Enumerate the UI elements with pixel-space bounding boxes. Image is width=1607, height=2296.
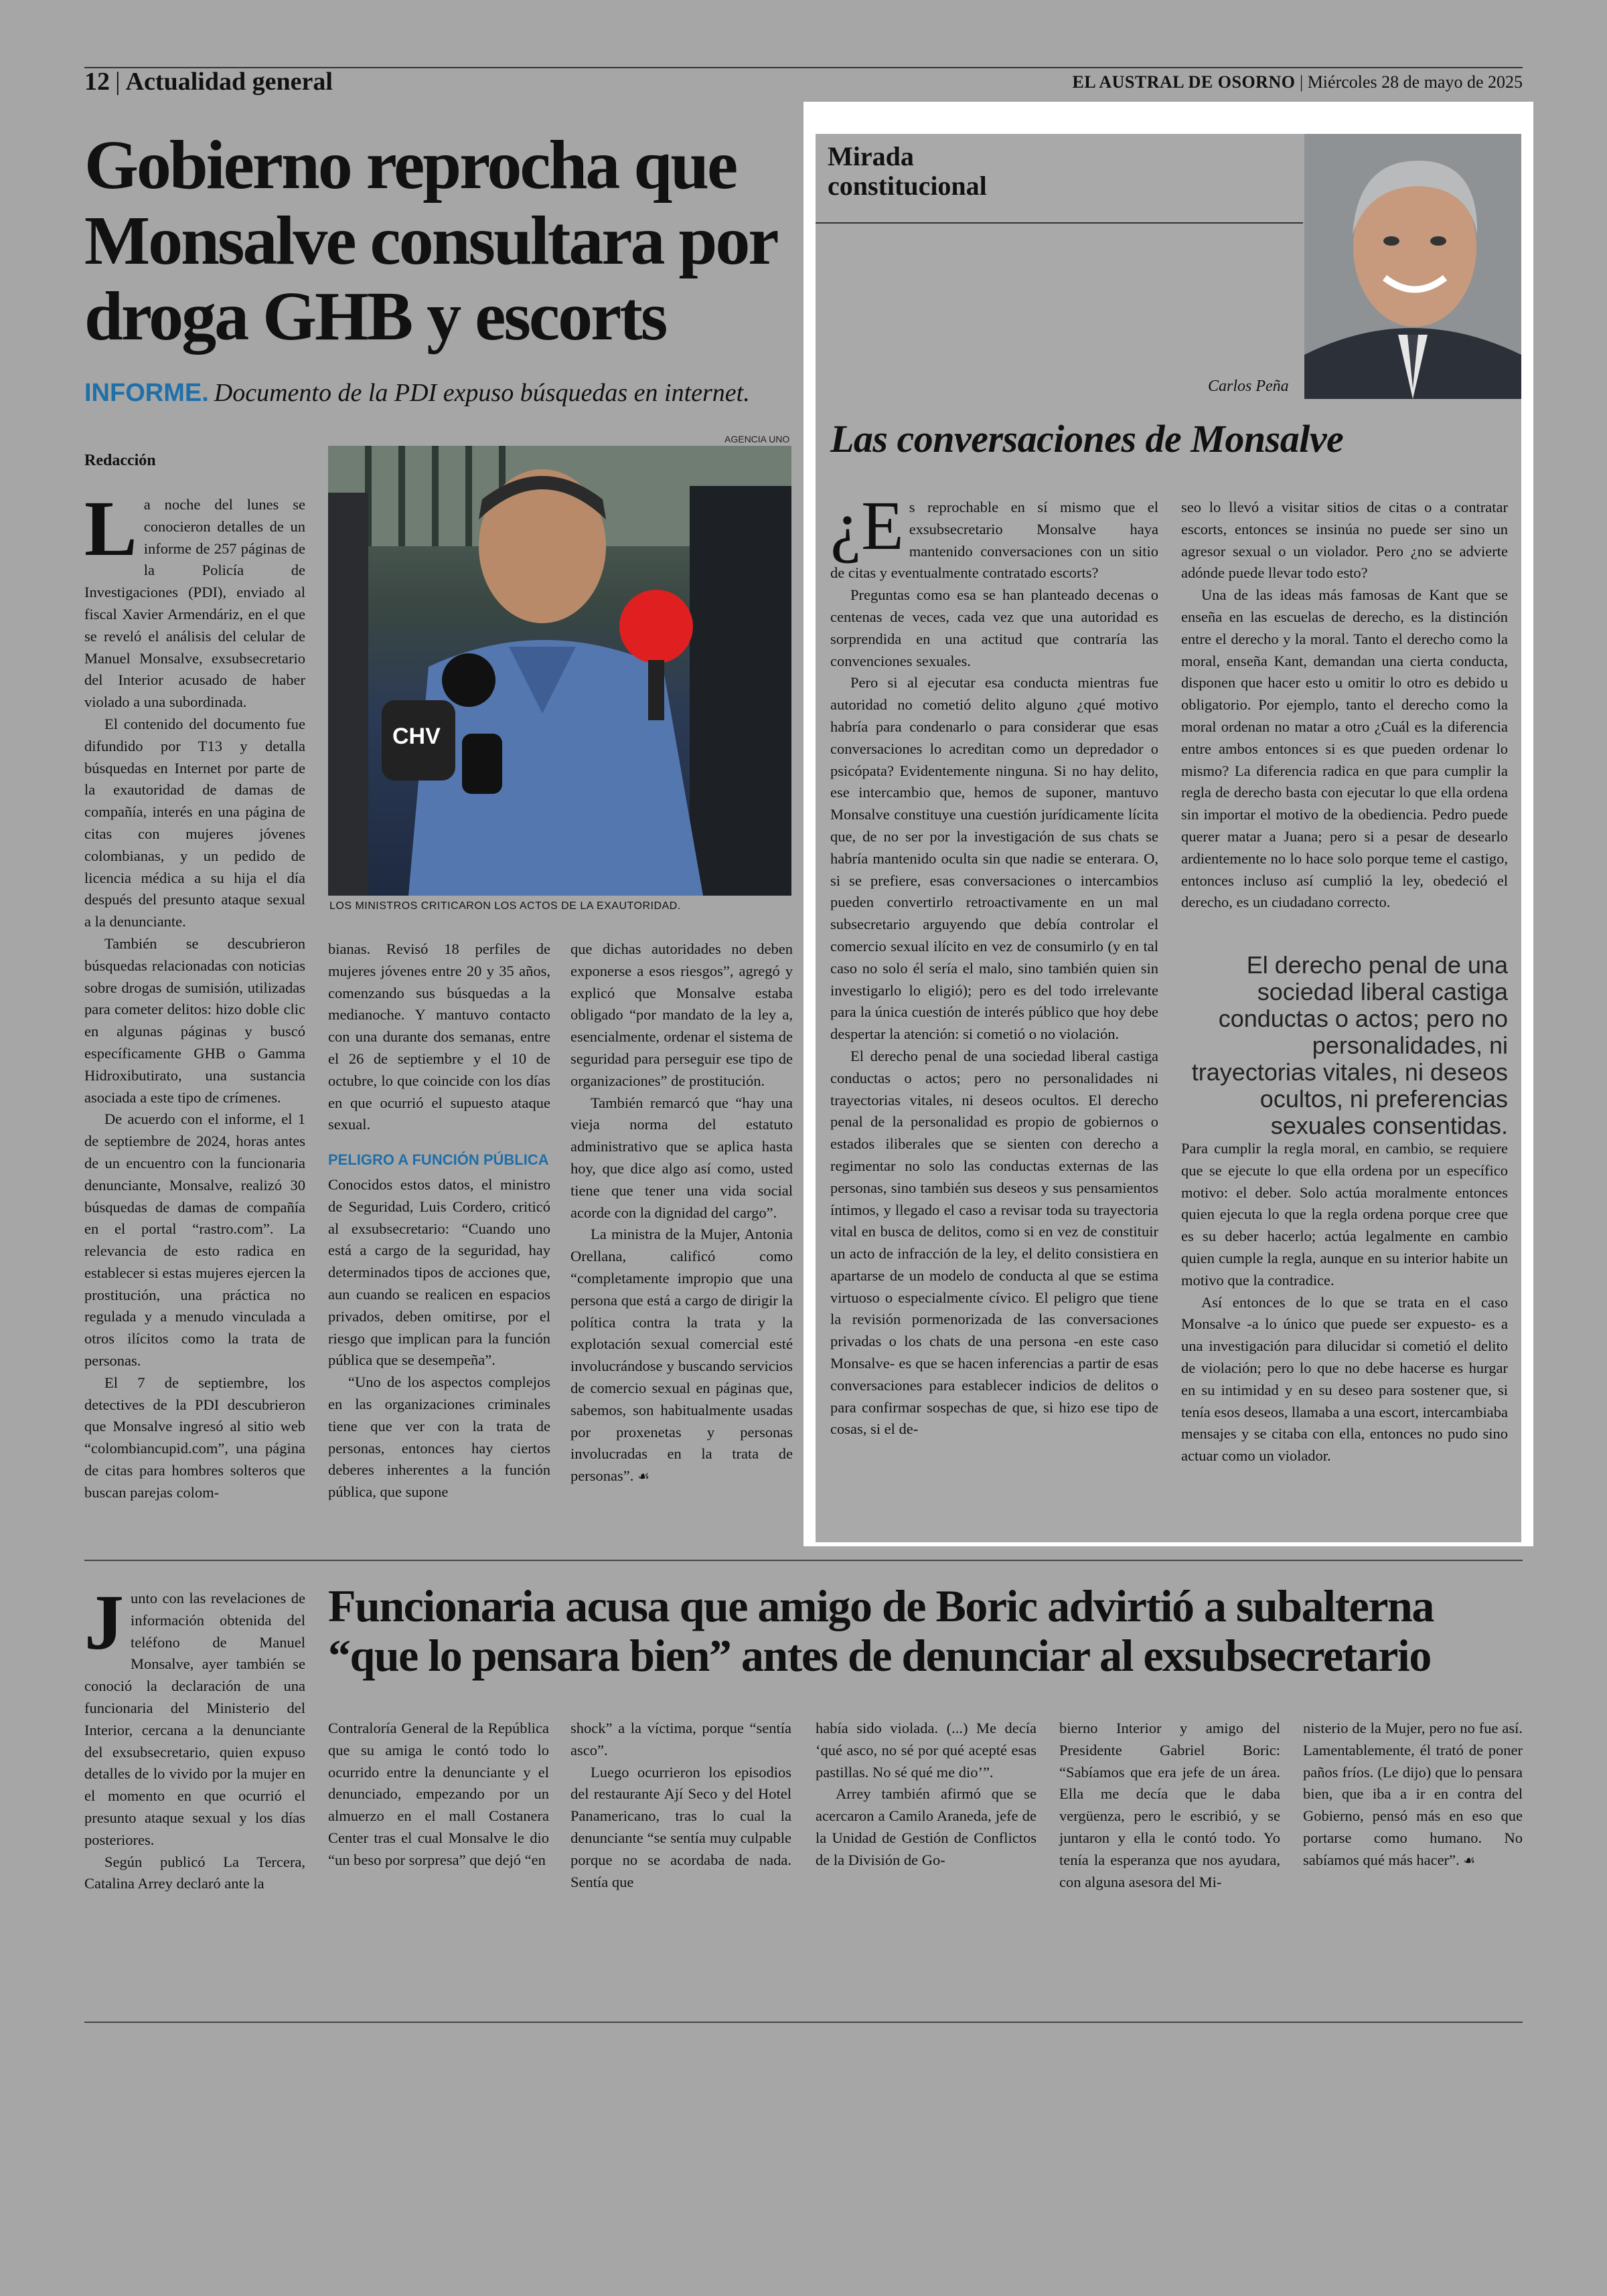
main-headline: Gobierno reprocha que Monsalve consultara por droga GHB y escorts <box>84 127 776 355</box>
subheading: PELIGRO A FUNCIÓN PÚBLICA <box>328 1151 549 1169</box>
paragraph-text: a noche del lunes se conocieron detalles de un informe de 257 páginas de la Policía de Investigaciones (PDI), enviado al fiscal Xavier Armendáriz, en el que se reveló el análisis del celular de Manuel Monsalve, exsubsecretario del Interior acusado de haber violado a una subordinada. <box>84 496 305 711</box>
photo-credit: AGENCIA UNO <box>724 434 790 444</box>
column-section-text: Mirada constitucional <box>828 141 987 201</box>
news-photo <box>328 446 791 896</box>
main-story-column-1 <box>84 485 305 1504</box>
column-section-label <box>828 142 1028 201</box>
paragraph: El derecho penal de una sociedad liberal castiga conductas o actos; pero no personalidades ni trayectorias vitales, ni deseos ocultos. El derecho penal de la personalidad es propio de gobiernos o estados iliberales que se sienten con derecho a regimentar no solo las conductas externas de las personas, sino también sus deseos y sus pensamientos íntimos, y llegado el caso a revisar toda su trayectoria vital en busca de delitos, como si en vez de constituir un acto de infracción de la ley, el delito consistiera en apartarse de un modelo de conducta al que se estima virtuoso o especialmente cívico. El peligro que tiene la revisión pormenorizada de las conversaciones privadas o los chats de una persona -en este caso Monsalve- es que se hacen inferencias a partir de esas conversaciones para establecer indicios de delitos o para confirmar sospechas de que, si hizo ese tipo de cosas, si el de- <box>830 1047 1158 1438</box>
paragraph: shock” a la víctima, porque “sentía asco”. <box>570 1720 791 1758</box>
main-story-column-3 <box>570 938 793 1487</box>
paragraph: De acuerdo con el informe, el 1 de septiembre de 2024, horas antes de un encuentro con la funcionaria denunciante, Monsalve, realizó 30 búsquedas de damas de compañía en el portal “rastro.com”. La relevancia de esto radica en establecer si estas mujeres ejercen la prostitución, una práctica no regulada y a menudo vinculada a otros ilícitos como la trata de personas. <box>84 1111 305 1370</box>
paragraph <box>570 1224 793 1487</box>
drop-cap: J <box>84 1578 124 1666</box>
paragraph: que dichas autoridades no deben exponerse a esos riesgos”, agregó y explicó que Monsalve estaba obligado “por mandato de la ley a, esencialmente, ordenar el sistema de seguridad para perseguir ese tipo de organizaciones” de prostitución. <box>570 940 793 1089</box>
bottom-story-column-1 <box>84 1578 305 1895</box>
page-number: 12 <box>84 68 110 96</box>
drop-cap: L <box>84 485 137 572</box>
bottom-story-column-4 <box>816 1718 1037 1872</box>
paragraph: Pero si al ejecutar esa conducta mientras fue autoridad no cometió delito alguno ¿qué motivo habría para condenarlo o para considerar que esas conversaciones lo acreditan como un depredador o psicópata? Evidentemente ninguna. Si no hay delito, ese intercambio que, hemos de suponer, mantuvo Monsalve constituye una cuestión jurídicamente lícita que, de no ser por la investigación de sus chats se habría mantenido oculta sin que nadie se enterara. O, si se prefiere, esas conversaciones o intercambios pueden convertirlo retroactivamente en un mal subsecretario arguyendo que debía controlar el comercio sexual ilícito en vez de consumirlo (y en tal caso no solo él sería el malo, sino también quien sin investigarlo lo eligió); pero es del todo irrelevante para la única cuestión de interés público que hoy debe despertar la atención: si cometió o no violación. <box>830 674 1158 1043</box>
paragraph <box>830 487 1158 584</box>
column-author: Carlos Peña <box>1208 378 1289 395</box>
paragraph: Arrey también afirmó que se acercaron a Camilo Araneda, jefe de la Unidad de Gestión de Conflictos de la División de Go- <box>816 1785 1037 1868</box>
issue-date: Miércoles 28 de mayo de 2025 <box>1307 72 1523 92</box>
end-mark-icon: ☙ <box>637 1468 649 1485</box>
byline: Redacción <box>84 452 156 469</box>
bottom-story-column-2 <box>328 1718 549 1872</box>
pull-quote: El derecho penal de una sociedad liberal castiga conductas o actos; pero no personalidades, ni trayectorias vitales, ni deseos ocultos, ni preferencias sexuales consentidas. <box>1191 951 1508 1139</box>
paragraph-text: unto con las revelaciones de información obtenida del teléfono de Manuel Monsalve, ayer también se conoció la declaración de una funcionaria del Ministerio del Interior, cercana a la denunciante del exsubsecretario, quien expuso detalles de lo vivido por la mujer en el momento en que ocurrió el presunto ataque sexual y los días posteriores. <box>84 1590 305 1848</box>
bottom-rule <box>84 2022 1523 2023</box>
column-left-text <box>830 487 1158 1441</box>
kicker-text: Documento de la PDI expuso búsquedas en internet. <box>214 379 750 407</box>
paragraph: Contraloría General de la República que su amiga le contó todo lo ocurrido entre la denunciante y el denunciado, empezando por un almuerzo en el mall Costanera Center tras el cual Monsalve le dio “un beso por sorpresa” que dejó “en <box>328 1720 549 1868</box>
portrait-illustration <box>1304 134 1521 399</box>
column-right-text-top <box>1181 497 1508 914</box>
paragraph: “Uno de los aspectos complejos en las organizaciones criminales tiene que ver con la trata de personas, entonces hay ciertos deberes inherentes a la función pública, que supone <box>328 1374 550 1501</box>
paragraph: El contenido del documento fue difundido por T13 y detalla búsquedas en Internet por parte de la exautoridad de damas de compañía, interés en una página de citas con mujeres jóvenes colombianas, y un pedido de licencia médica a su hija el día después del presunto ataque sexual a la denunciante. <box>84 715 305 930</box>
section-name: Actualidad general <box>125 68 333 96</box>
secondary-headline: Funcionaria acusa que amigo de Boric advirtió a subalterna “que lo pensara bien” antes de denunciar al exsubsecretario <box>328 1580 1434 1681</box>
paragraph: bianas. Revisó 18 perfiles de mujeres jóvenes entre 20 y 35 años, comenzando sus búsquedas a la medianoche. Y mantuvo contacto con una durante dos semanas, entre el 26 de septiembre y el 10 de octubre, lo que coincide con los días en que ocurrió el supuesto ataque sexual. <box>328 940 550 1133</box>
paragraph: había sido violada. (...) Me decía ‘qué asco, no sé por qué acepté esas pastillas. No sé qué me dio’”. <box>816 1720 1037 1781</box>
column-title: Las conversaciones de Monsalve <box>830 417 1344 461</box>
svg-text:CHV: CHV <box>392 724 441 749</box>
paragraph: Según publicó La Tercera, Catalina Arrey declaró ante la <box>84 1853 305 1892</box>
paragraph: Preguntas como esa se han planteado decenas o centenas de veces, cada vez que una autoridad es sorprendida en una actitud que contraría las convenciones sexuales. <box>830 586 1158 669</box>
photo-caption: LOS MINISTROS CRITICARON LOS ACTOS DE LA EXAUTORIDAD. <box>329 900 681 912</box>
section-rule <box>84 1560 1523 1561</box>
paragraph: También remarcó que “hay una vieja norma del estatuto administrativo que se aplica hasta hoy, que dice algo así como, usted tiene que tener una vida social acorde con la dignidad del cargo”. <box>570 1094 793 1221</box>
page-section-header: 12 | Actualidad general <box>84 68 333 96</box>
author-portrait <box>1304 134 1521 399</box>
paragraph: También se descubrieron búsquedas relacionadas con noticias sobre drogas de sumisión, utilizadas para cometer delitos: hizo doble clic en algunas páginas y buscó específicamente GHB o Gamma Hidroxibutirato, una sustancia asociada a este tipo de crímenes. <box>84 934 305 1106</box>
bottom-story-column-5 <box>1059 1718 1280 1893</box>
photo-illustration <box>328 446 791 896</box>
main-story-column-2 <box>328 938 550 1503</box>
paragraph: Luego ocurrieron los episodios del restaurante Ají Seco y del Hotel Panamericano, tras lo cual la denunciante “se sentía muy culpable porque no se acordaba de nada. Sentía que <box>570 1763 791 1890</box>
paragraph-text: La ministra de la Mujer, Antonia Orellana, calificó como “completamente impropio que una persona que está a cargo de dirigir la política contra la trata y la explotación sexual comercial esté involucrándose y buscando servicios de comercio sexual en páginas que, sabemos, son habitualmente usadas por proxenetas y personas involucradas en la trata de personas”. <box>570 1226 793 1485</box>
kicker-tag: INFORME. <box>84 379 209 407</box>
column-right-text-bottom <box>1181 1138 1508 1467</box>
bottom-story-column-3 <box>570 1718 791 1893</box>
paper-name: EL AUSTRAL DE OSORNO <box>1072 72 1296 92</box>
column-label-rule <box>816 222 1303 224</box>
paragraph-text: s reprochable en sí mismo que el exsubsecretario Monsalve haya mantenido conversaciones con un sitio de citas y eventualmente contratado escorts? <box>830 499 1158 582</box>
paragraph: Para cumplir la regla moral, en cambio, se requiere que se ejecute lo que ella ordena por un específico motivo: el deber. Solo actúa moralmente entonces quien ejecuta lo que la regla ordena porque cree que es su deber hacerlo; actúa legalmente en cambio quien cumple la regla, aunque en su interior habite un motivo que la contradice. <box>1181 1140 1508 1289</box>
paper-dateline: EL AUSTRAL DE OSORNO | Miércoles 28 de mayo de 2025 <box>1072 72 1523 92</box>
paragraph: El 7 de septiembre, los detectives de la PDI descubrieron que Monsalve ingresó al sitio web “colombiancupid.com”, una página de citas para hombres solteros que buscan parejas colom- <box>84 1374 305 1501</box>
paragraph: Una de las ideas más famosas de Kant que se enseña en las escuelas de derecho, es la distinción entre el derecho y la moral. Tanto el derecho como la moral, enseña Kant, demandan una cierta conducta, disponen que hacer esto u omitir lo otro es debido u obligatorio. Por ejemplo, tanto el derecho como la moral ordenan no matar a otro ¿Cuál es la diferencia entre ambos entonces si es que pueden ordenar lo mismo? La diferencia radica en que para cumplir la regla de derecho basta con ejecutar lo que ella ordena sin importar el motivo de la obediencia. Pedro puede querer matar a Juana; pero si a pesar de desearlo ardientemente no lo hace solo porque teme el castigo, entonces incluso así cumplió la ley, obedeció el derecho, es un ciudadano correcto. <box>1181 586 1508 911</box>
paragraph <box>1303 1718 1523 1872</box>
drop-cap: ¿E <box>830 487 904 564</box>
end-mark-icon: ☙ <box>1463 1852 1476 1868</box>
paragraph: Así entonces de lo que se trata en el caso Monsalve -a lo único que puede ser expuesto- es a una investigación para dilucidar si cometió el delito de violación; pero lo que no debe hacerse es hurgar en su intimidad y en su deseo para sostener que, si tenía esos deseos, llamaba a una escort, intercambiaba mensajes y se citaba con ella, entonces no pudo sino actuar como un violador. <box>1181 1293 1508 1465</box>
paragraph <box>84 1578 305 1852</box>
paragraph-text: nisterio de la Mujer, pero no fue así. Lamentablemente, él trató de poner paños fríos. (Le dijo) que lo pensara bien, que iba a ir en contra del Gobierno, pensó más en eso que portarse como humano. No sabíamos qué más hacer”. <box>1303 1720 1523 1868</box>
paragraph: seo lo llevó a visitar sitios de citas o a contratar escorts, entonces se insinúa no puede ser sino un agresor sexual o un violador. Pero ¿no se advierte adónde puede llevar todo esto? <box>1181 499 1508 582</box>
paragraph <box>84 485 305 714</box>
paragraph: bierno Interior y amigo del Presidente Gabriel Boric: “Sabíamos que era jefe de un área. Ella me decía que le daba vergüenza, pero le escribió, y se juntaron y ella le contó todo. Yo tenía la esperanza que nos ayudara, con alguna asesora del Mi- <box>1059 1720 1280 1890</box>
paragraph: Conocidos estos datos, el ministro de Seguridad, Luis Cordero, criticó al exsubsecretario: “Cuando uno está a cargo de la seguridad, hay determinados tipos de acciones que, aun cuando se realicen en espacios privados, deben omitirse, por el riesgo que implican para la función pública que se desempeña”. <box>328 1175 550 1369</box>
bottom-story-column-6 <box>1303 1718 1523 1872</box>
headline-kicker <box>84 378 808 408</box>
